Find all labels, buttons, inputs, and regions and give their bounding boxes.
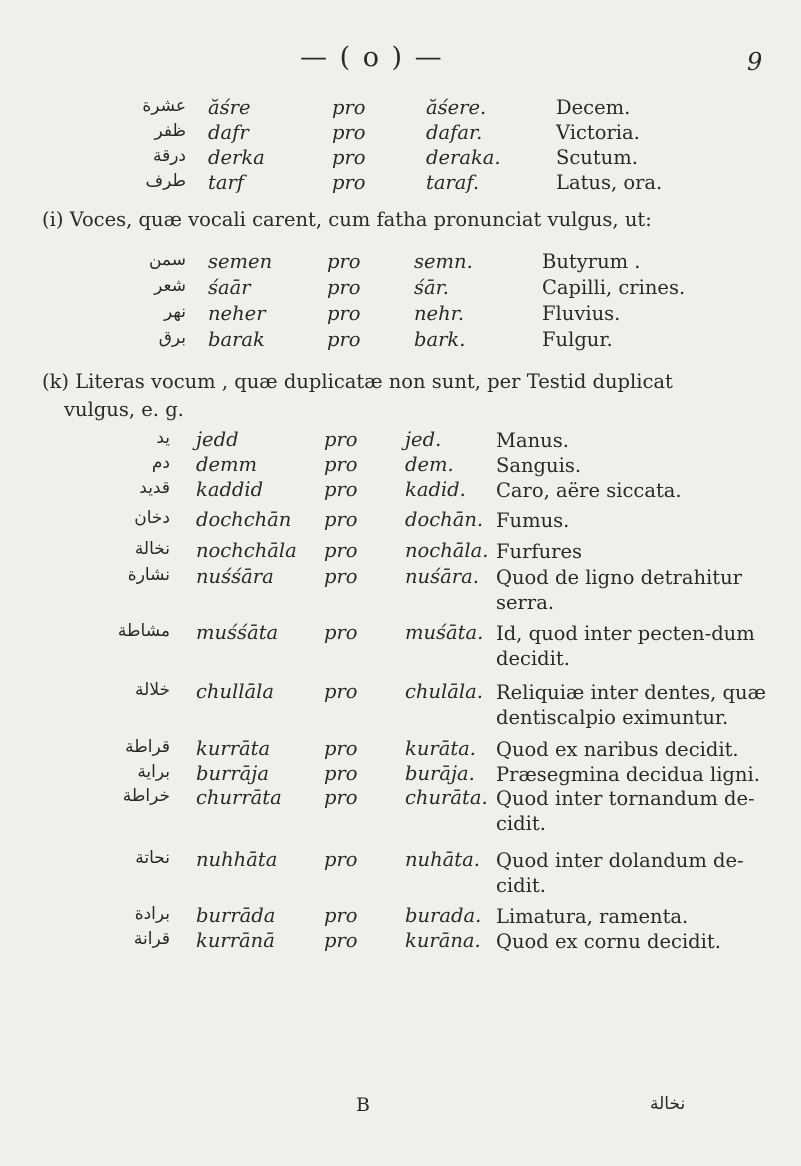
vulgar-form: nochāla. [405,539,489,562]
vulgar-form: nuśāra. [405,565,479,588]
vulgar-form: burada. [405,904,482,927]
classical-form: barak [208,328,265,351]
word-row [0,680,801,740]
arabic-word: قرانة [133,929,170,949]
pro-word: pro [324,848,358,871]
vulgar-form: bark. [414,328,466,351]
header-center: — ( o ) — [300,42,444,73]
pro-word: pro [324,737,358,760]
classical-form: churrāta [196,786,282,809]
latin-meaning: Capilli, crines. [542,276,686,299]
classical-form: tarf [208,171,245,194]
latin-meaning: Sanguis. [496,454,582,477]
arabic-word: طرف [145,171,186,191]
arabic-word: برق [158,328,186,348]
latin-meaning: Id, quod inter pecten-dum decidit. [496,622,755,670]
arabic-word: خلالة [135,680,170,700]
pro-word: pro [324,428,358,451]
arabic-word: قديد [139,478,170,498]
arabic-word: عشرة [142,96,186,116]
vulgar-form: nuhāta. [405,848,480,871]
vulgar-form: nehr. [414,302,465,325]
note-k-line1: (k) Literas vocum , quæ duplicatæ non sunt, per Testid duplicat [42,370,673,393]
word-row [0,786,801,846]
arabic-word: نشارة [127,565,170,585]
pro-word: pro [324,786,358,809]
pro-word: pro [327,250,361,273]
pro-word: pro [327,302,361,325]
vulgar-form: jed. [405,428,442,451]
pro-word: pro [332,96,366,119]
classical-form: jedd [196,428,239,451]
word-row [0,848,801,908]
vulgar-form: dem. [405,453,454,476]
latin-meaning: Caro, aëre siccata. [496,479,682,502]
page-header [0,42,801,82]
arabic-word: نحاتة [135,848,170,868]
vulgar-form: kurāna. [405,929,481,952]
classical-form: nuhhāta [196,848,278,871]
arabic-word: درقة [152,146,186,166]
vulgar-form: semn. [414,250,473,273]
classical-form: nuśśāra [196,565,274,588]
arabic-word: سمن [148,250,186,270]
classical-form: dafr [208,121,249,144]
latin-meaning: Quod ex cornu decidit. [496,930,721,953]
pro-word: pro [324,508,358,531]
pro-word: pro [327,328,361,351]
classical-form: burrāja [196,762,269,785]
classical-form: muśśāta [196,621,279,644]
vulgar-form: churāta. [405,786,488,809]
arabic-word: دم [151,453,170,473]
arabic-word: شعر [154,276,186,296]
classical-form: ăśre [208,96,251,119]
latin-meaning: Butyrum . [542,250,641,273]
vulgar-form: muśāta. [405,621,484,644]
classical-form: derka [208,146,265,169]
arabic-word: دخان [134,508,170,528]
signature-mark: B [356,1094,370,1116]
vulgar-form: taraf. [426,171,480,194]
pro-word: pro [324,478,358,501]
pro-word: pro [324,453,358,476]
arabic-word: نهر [164,302,186,322]
arabic-word: يد [156,428,170,448]
note-i: (i) Voces, quæ vocali carent, cum fatha pronunciat vulgus, ut: [42,208,652,231]
latin-meaning: Limatura, ramenta. [496,905,689,928]
pro-word: pro [324,539,358,562]
page-number: 9 [747,48,763,76]
vulgar-form: burāja. [405,762,475,785]
classical-form: kurrānā [196,929,275,952]
vulgar-form: kadid. [405,478,466,501]
pro-word: pro [324,929,358,952]
pro-word: pro [324,904,358,927]
arabic-word: قراطة [125,737,170,757]
vulgar-form: dafar. [426,121,483,144]
latin-meaning: Fulgur. [542,328,613,351]
classical-form: kurrāta [196,737,271,760]
pro-word: pro [332,121,366,144]
latin-meaning: Quod de ligno detrahitur serra. [496,566,742,614]
pro-word: pro [332,146,366,169]
latin-meaning: Fumus. [496,509,570,532]
latin-meaning: Reliquiæ inter dentes, quæ dentiscalpio eximuntur. [496,681,766,729]
vulgar-form: ăśere. [426,96,487,119]
latin-meaning: Quod inter tornandum de-cidit. [496,787,755,835]
latin-meaning: Præsegmina decidua ligni. [496,763,760,786]
classical-form: nochchāla [196,539,297,562]
latin-meaning: Quod inter dolandum de-cidit. [496,849,744,897]
latin-meaning: Furfures [496,540,583,563]
note-k-line2: vulgus, e. g. [64,398,184,421]
word-row [0,478,801,508]
pro-word: pro [324,565,358,588]
arabic-word: خراطة [122,786,170,806]
arabic-word: نخالة [134,539,170,559]
note-k [42,368,782,424]
latin-meaning: Latus, ora. [556,171,663,194]
pro-word: pro [332,171,366,194]
arabic-word: براية [137,762,170,782]
classical-form: neher [208,302,266,325]
arabic-word: برادة [134,904,170,924]
pro-word: pro [324,680,358,703]
latin-meaning: Manus. [496,429,569,452]
vulgar-form: dochān. [405,508,484,531]
pro-word: pro [324,621,358,644]
word-row [0,621,801,681]
latin-meaning: Decem. [556,96,631,119]
classical-form: śaār [208,276,251,299]
latin-meaning: Victoria. [556,121,640,144]
vulgar-form: chulāla. [405,680,483,703]
latin-meaning: Quod ex naribus decidit. [496,738,739,761]
classical-form: kaddid [196,478,264,501]
word-row [0,328,801,358]
vulgar-form: śār. [414,276,450,299]
classical-form: demm [196,453,258,476]
arabic-word: مشاطة [117,621,170,641]
latin-meaning: Fluvius. [542,302,621,325]
classical-form: dochchān [196,508,292,531]
word-row [0,508,801,538]
word-row [0,929,801,959]
pro-word: pro [324,762,358,785]
word-row [0,565,801,625]
vulgar-form: kurāta. [405,737,476,760]
classical-form: burrāda [196,904,276,927]
pro-word: pro [327,276,361,299]
word-row [0,171,801,201]
classical-form: chullāla [196,680,274,703]
catchword: نخالة [650,1094,686,1114]
arabic-word: ظفر [154,121,186,141]
latin-meaning: Scutum. [556,146,638,169]
vulgar-form: deraka. [426,146,501,169]
classical-form: semen [208,250,273,273]
